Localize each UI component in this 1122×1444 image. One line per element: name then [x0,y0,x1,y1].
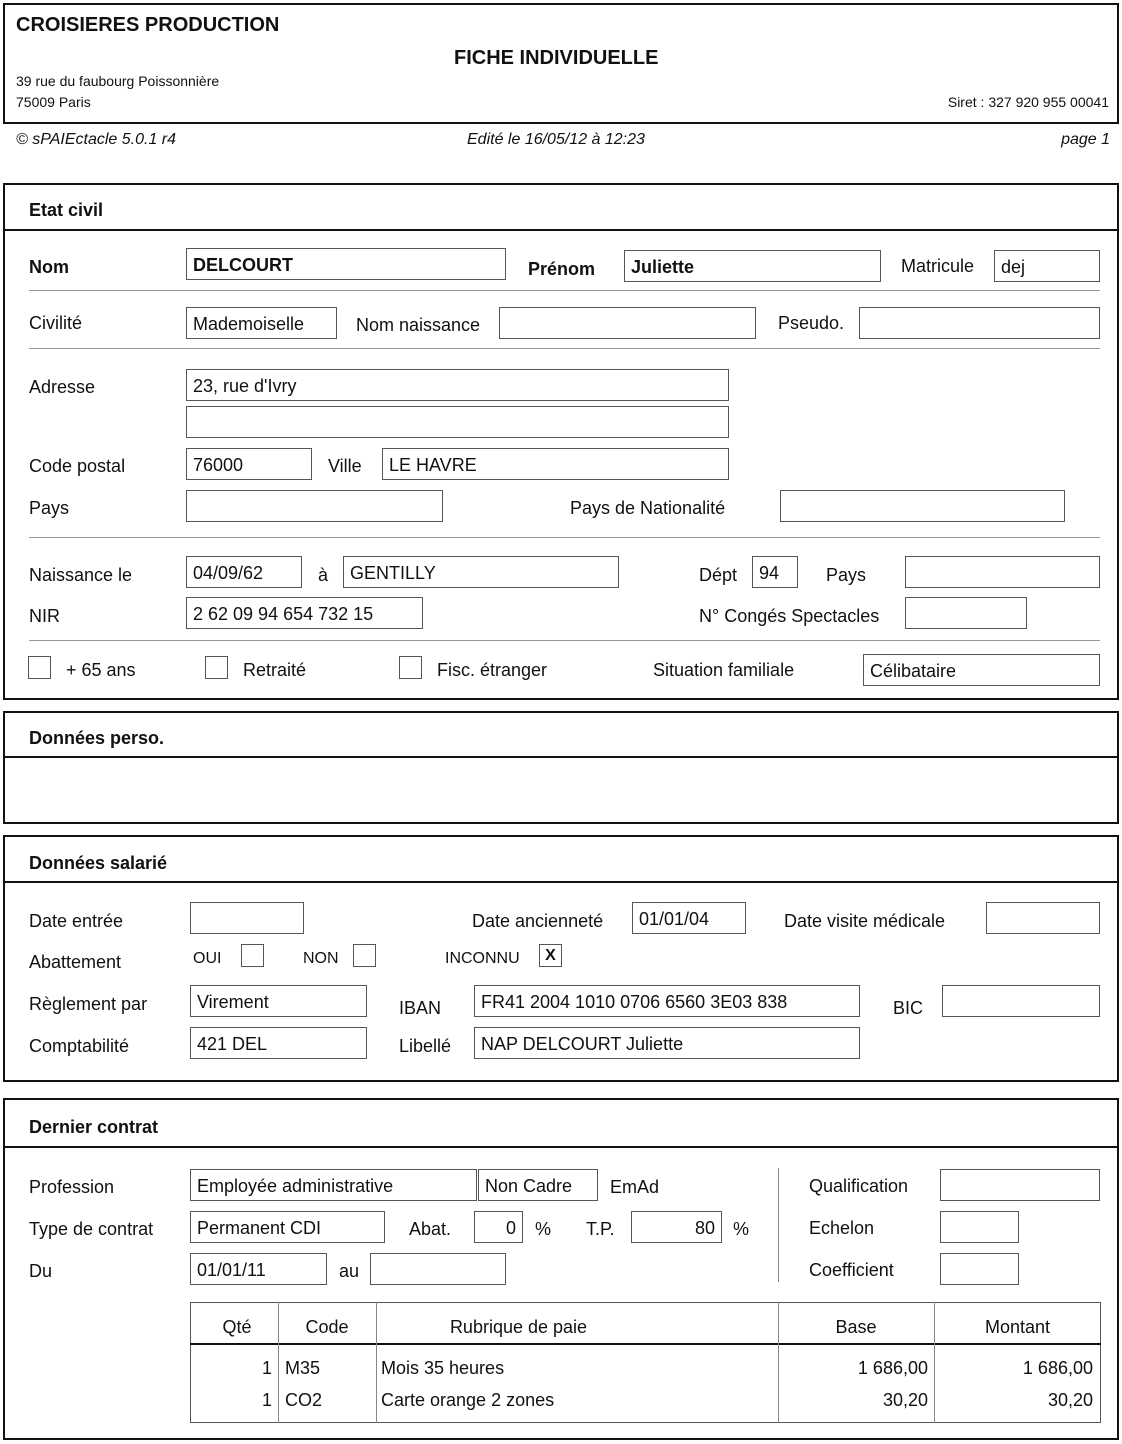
dept-field[interactable]: 94 [752,556,798,588]
du-label: Du [29,1261,53,1281]
libelle-label: Libellé [399,1036,452,1056]
oui-checkbox[interactable] [241,944,264,967]
software-version: © sPAIEctacle 5.0.1 r4 [16,131,177,148]
reglement-label: Règlement par [29,994,148,1014]
row-divider [29,537,1100,538]
table-header-base: Base [835,1317,877,1337]
pseudo-field[interactable] [859,307,1100,339]
company-address-line1: 39 rue du faubourg Poissonnière [16,73,220,89]
tp-label: T.P. [586,1219,615,1239]
dernier-contrat-divider [3,1146,1119,1148]
au-label: au [339,1261,360,1281]
row-qte: 1 [261,1358,272,1378]
edited-date: Edité le 16/05/12 à 12:23 [467,131,645,148]
prenom-label: Prénom [528,259,596,279]
company-siret: Siret : 327 920 955 00041 [947,94,1109,110]
au-field[interactable] [370,1253,506,1285]
row-montant: 1 686,00 [1022,1358,1093,1378]
pays-label: Pays [29,498,70,518]
code-profession: EmAd [610,1177,660,1197]
qualification-label: Qualification [809,1176,909,1196]
civilite-label: Civilité [29,313,83,333]
nom-naissance-field[interactable] [499,307,756,339]
non-label: NON [303,950,339,967]
donnees-salarie-divider [3,881,1119,883]
qualification-field[interactable] [940,1169,1100,1201]
company-address-line2: 75009 Paris [16,94,91,110]
type-contrat-label: Type de contrat [29,1219,154,1239]
document-title: FICHE INDIVIDUELLE [454,47,659,69]
abat-label: Abat. [409,1219,452,1239]
iban-field[interactable]: FR41 2004 1010 0706 6560 3E03 838 [474,985,860,1017]
inconnu-label: INCONNU [445,950,520,967]
fisc-etranger-label: Fisc. étranger [437,660,548,680]
ville-label: Ville [328,456,362,476]
row-qte: 1 [261,1390,272,1410]
nom-label: Nom [29,257,69,277]
row-code: CO2 [285,1390,323,1410]
date-entree-label: Date entrée [29,911,124,931]
abat-field[interactable]: 0 [474,1211,523,1243]
pays-nationalite-label: Pays de Nationalité [570,498,726,518]
dernier-contrat-title: Dernier contrat [29,1117,159,1137]
conges-field[interactable] [905,597,1027,629]
pays-naissance-field[interactable] [905,556,1100,588]
pays-naissance-label: Pays [826,565,867,585]
etat-civil-divider [3,229,1119,231]
fisc-etranger-checkbox[interactable] [399,656,422,679]
pseudo-label: Pseudo. [778,313,845,333]
row-code: M35 [285,1358,321,1378]
conges-label: N° Congés Spectacles [699,606,880,626]
plus65-label: + 65 ans [66,660,136,680]
table-header-qte: Qté [222,1317,252,1337]
code-postal-field[interactable]: 76000 [186,448,312,480]
row-divider [29,290,1100,291]
pays-field[interactable] [186,490,443,522]
retraite-checkbox[interactable] [205,656,228,679]
statut-field[interactable]: Non Cadre [478,1169,598,1201]
echelon-field[interactable] [940,1211,1019,1243]
oui-label: OUI [193,950,222,967]
reglement-field[interactable]: Virement [190,985,367,1017]
row-rubrique: Mois 35 heures [381,1358,505,1378]
situation-label: Situation familiale [653,660,795,680]
table-header-code: Code [305,1317,349,1337]
payroll-table-header-rule [190,1343,1101,1345]
code-postal-label: Code postal [29,456,126,476]
donnees-salarie-title: Données salarié [29,853,168,873]
bic-field[interactable] [942,985,1100,1017]
column-separator [778,1168,779,1282]
naissance-field[interactable]: 04/09/62 [186,556,302,588]
type-contrat-field[interactable]: Permanent CDI [190,1211,385,1243]
date-entree-field[interactable] [190,902,304,934]
row-base: 1 686,00 [857,1358,928,1378]
plus65-checkbox[interactable] [28,656,51,679]
ville-field[interactable]: LE HAVRE [382,448,729,480]
table-header-rubrique: Rubrique de paie [449,1317,588,1337]
tp-percent: % [733,1219,750,1239]
coefficient-label: Coefficient [809,1260,894,1280]
lieu-naissance-field[interactable]: GENTILLY [343,556,619,588]
nir-field[interactable]: 2 62 09 94 654 732 15 [186,597,423,629]
profession-label: Profession [29,1177,115,1197]
du-field[interactable]: 01/01/11 [190,1253,327,1285]
anciennete-label: Date ancienneté [472,911,604,931]
pays-nationalite-field[interactable] [780,490,1065,522]
matricule-label: Matricule [901,256,975,276]
anciennete-field[interactable]: 01/01/04 [632,902,746,934]
abat-percent: % [535,1219,552,1239]
iban-label: IBAN [399,998,442,1018]
donnees-perso-title: Données perso. [29,728,165,748]
row-rubrique: Carte orange 2 zones [381,1390,555,1410]
donnees-perso-frame [3,711,1119,824]
bic-label: BIC [893,998,924,1018]
row-divider [29,640,1100,641]
nom-field[interactable]: DELCOURT [186,248,506,280]
libelle-field[interactable]: NAP DELCOURT Juliette [474,1027,860,1059]
tp-field[interactable]: 80 [631,1211,722,1243]
visite-medicale-field[interactable] [986,902,1100,934]
inconnu-checkbox[interactable]: X [539,944,562,967]
non-checkbox[interactable] [353,944,376,967]
row-divider [29,348,1100,349]
abattement-label: Abattement [29,952,122,972]
comptabilite-field[interactable]: 421 DEL [190,1027,367,1059]
adresse-line1-field[interactable]: 23, rue d'Ivry [186,369,729,401]
coefficient-field[interactable] [940,1253,1019,1285]
page-number: page 1 [1061,131,1110,148]
company-name: CROISIERES PRODUCTION [16,14,280,36]
nom-naissance-label: Nom naissance [356,315,481,335]
adresse-label: Adresse [29,377,96,397]
dept-label: Dépt [699,565,738,585]
retraite-label: Retraité [243,660,307,680]
etat-civil-title: Etat civil [29,200,104,220]
row-base: 30,20 [882,1390,928,1410]
prenom-field[interactable]: Juliette [624,250,881,282]
row-montant: 30,20 [1047,1390,1093,1410]
profession-field[interactable]: Employée administrative [190,1169,477,1201]
visite-medicale-label: Date visite médicale [784,911,946,931]
donnees-perso-divider [3,756,1119,758]
situation-field[interactable]: Célibataire [863,654,1100,686]
naissance-label: Naissance le [29,565,133,585]
civilite-field[interactable]: Mademoiselle [186,307,337,339]
nir-label: NIR [29,606,60,626]
comptabilite-label: Comptabilité [29,1036,130,1056]
echelon-label: Echelon [809,1218,875,1238]
table-header-montant: Montant [984,1317,1051,1337]
lieu-a-label: à [318,565,329,585]
matricule-field[interactable]: dej [994,250,1100,282]
adresse-line2-field[interactable] [186,406,729,438]
